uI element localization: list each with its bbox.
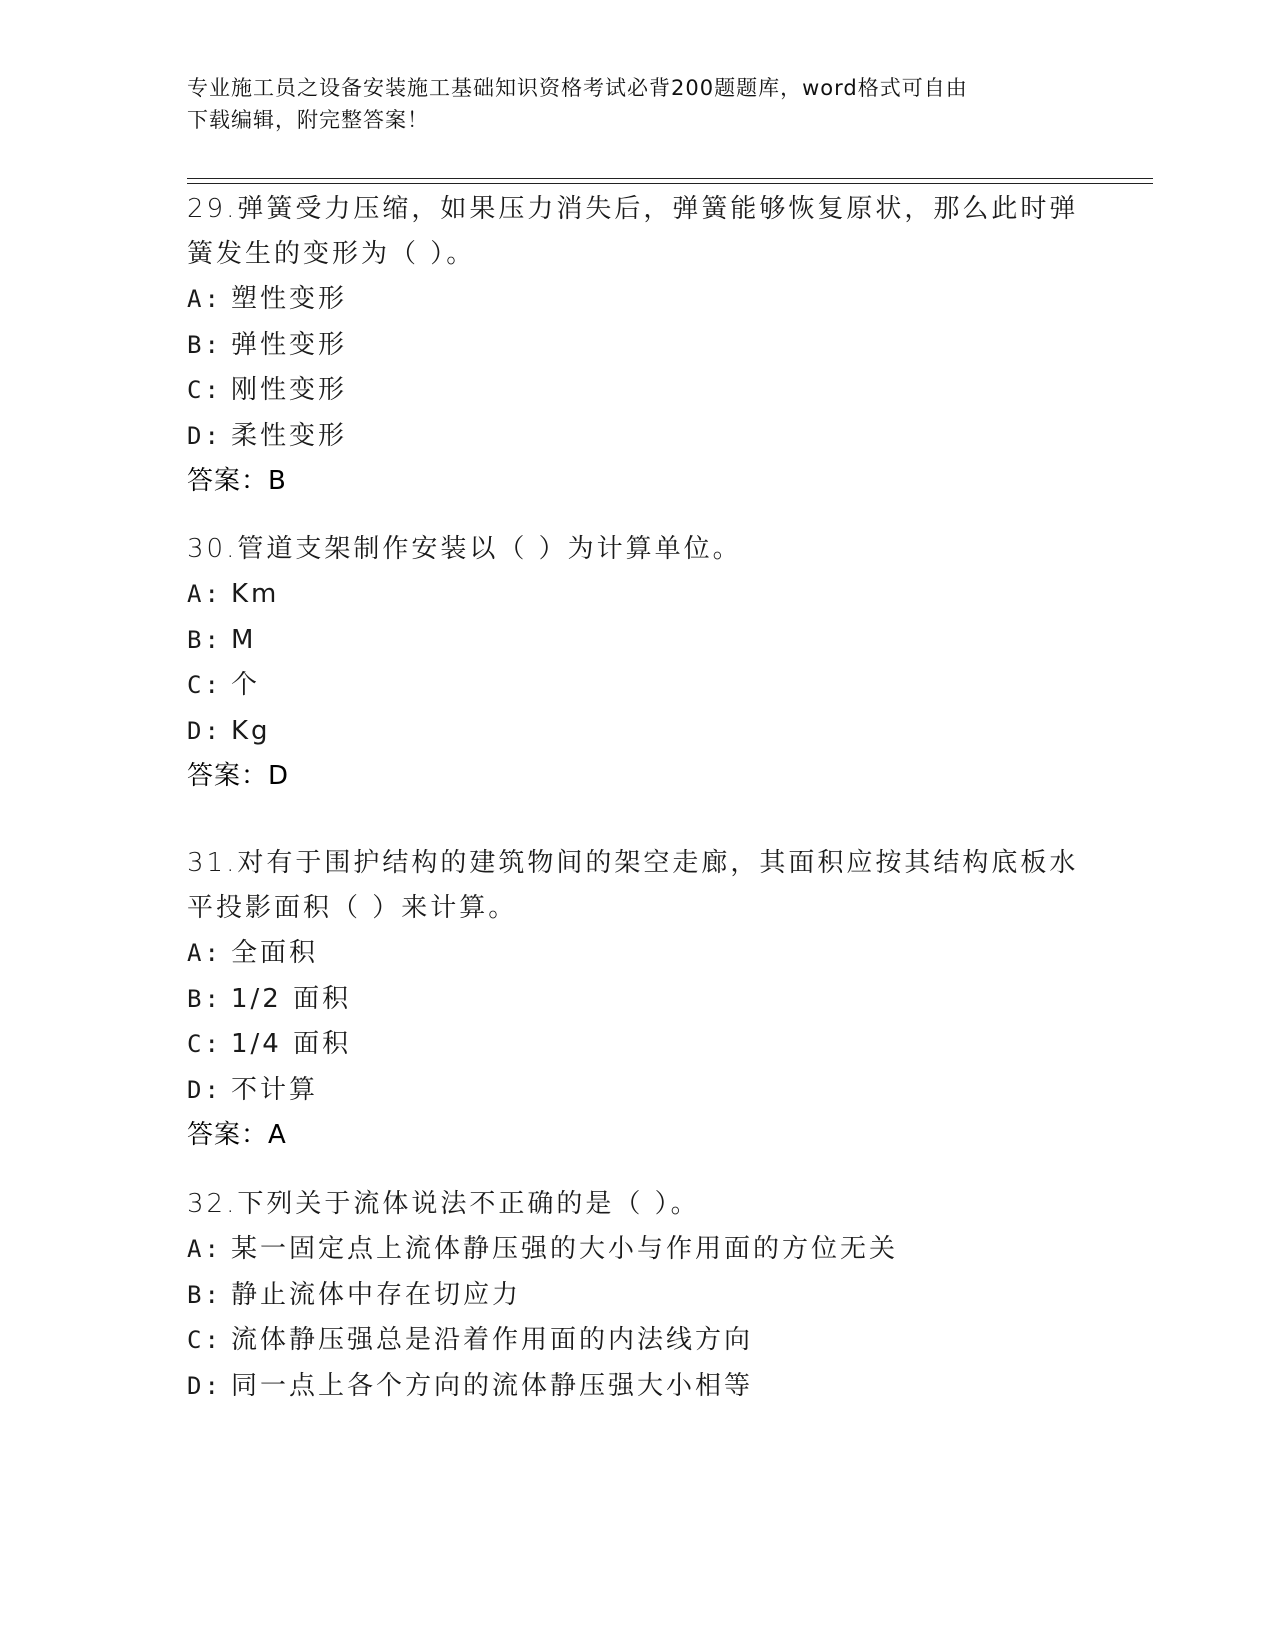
answer-line [187, 754, 1087, 799]
option-c [187, 368, 1087, 414]
option-d [187, 414, 1087, 460]
header-line-1: 专业施工员之设备安装施工基础知识资格考试必背200题题库，word格式可自由 [187, 76, 968, 100]
option-text: 流体静压强总是沿着作用面的内法线方向 [231, 1325, 754, 1355]
option-key: A: [187, 1235, 222, 1263]
option-key: A: [187, 580, 222, 608]
option-key: C: [187, 671, 222, 699]
option-d [187, 1364, 1087, 1410]
question-30 [187, 527, 1087, 799]
option-text: 塑性变形 [231, 284, 348, 314]
option-a [187, 1227, 1087, 1273]
answer-value: B [268, 466, 286, 496]
answer-line [187, 459, 1087, 504]
option-key: D: [187, 421, 222, 450]
question-31 [187, 841, 1087, 1158]
option-text: 个 [231, 670, 261, 700]
answer-line [187, 1113, 1087, 1158]
option-key: B: [187, 330, 222, 359]
question-32 [187, 1182, 1087, 1409]
option-text: M [231, 624, 257, 655]
document-header [187, 72, 1067, 136]
option-key: D: [187, 716, 222, 745]
option-key: C: [187, 1030, 222, 1058]
option-key: B: [187, 984, 222, 1013]
option-c [187, 663, 1087, 709]
header-rule-top [187, 178, 1153, 179]
option-key: D: [187, 1075, 222, 1104]
option-key: A: [187, 939, 222, 967]
question-29 [187, 187, 1087, 504]
option-text: 柔性变形 [231, 420, 348, 451]
option-text: Km [231, 579, 280, 609]
question-stem-line-2: 平投影面积（ ）来计算。 [187, 893, 518, 923]
option-key: D: [187, 1371, 222, 1400]
option-key: C: [187, 1326, 222, 1354]
option-b [187, 1273, 1087, 1319]
option-b [187, 323, 1087, 369]
option-text: 弹性变形 [231, 329, 348, 360]
header-line-2: 下载编辑，附完整答案！ [187, 108, 429, 132]
answer-label: 答案： [187, 761, 269, 791]
question-stem-line-1: 29.弹簧受力压缩，如果压力消失后，弹簧能够恢复原状，那么此时弹 [187, 194, 1079, 224]
header-rule-bottom [187, 183, 1153, 184]
answer-label: 答案： [187, 466, 269, 496]
answer-label: 答案： [187, 1120, 269, 1150]
option-key: C: [187, 376, 222, 404]
option-text: 不计算 [231, 1074, 319, 1105]
answer-value: A [268, 1120, 286, 1150]
option-text: 1/4 面积 [231, 1029, 352, 1059]
option-text: 刚性变形 [231, 375, 348, 405]
option-text: 静止流体中存在切应力 [231, 1279, 522, 1310]
option-text: 全面积 [231, 938, 319, 968]
question-stem-line-1: 30.管道支架制作安装以（ ）为计算单位。 [187, 534, 742, 564]
option-text: 1/2 面积 [231, 983, 352, 1014]
option-a [187, 931, 1087, 977]
option-text: Kg [231, 715, 271, 746]
option-a [187, 572, 1087, 618]
option-b [187, 977, 1087, 1023]
question-stem-line-2: 簧发生的变形为（ ）。 [187, 239, 476, 269]
option-d [187, 709, 1087, 755]
option-a [187, 277, 1087, 323]
option-key: B: [187, 1280, 222, 1309]
option-b [187, 618, 1087, 664]
question-stem-line-1: 32.下列关于流体说法不正确的是（ ）。 [187, 1189, 700, 1219]
question-stem-line-1: 31.对有于围护结构的建筑物间的架空走廊，其面积应按其结构底板水 [187, 848, 1079, 878]
option-c [187, 1022, 1087, 1068]
answer-value: D [268, 761, 289, 791]
option-key: B: [187, 625, 222, 654]
option-text: 同一点上各个方向的流体静压强大小相等 [231, 1370, 754, 1401]
option-d [187, 1068, 1087, 1114]
option-text: 某一固定点上流体静压强的大小与作用面的方位无关 [231, 1234, 899, 1264]
option-key: A: [187, 285, 222, 313]
option-c [187, 1318, 1087, 1364]
